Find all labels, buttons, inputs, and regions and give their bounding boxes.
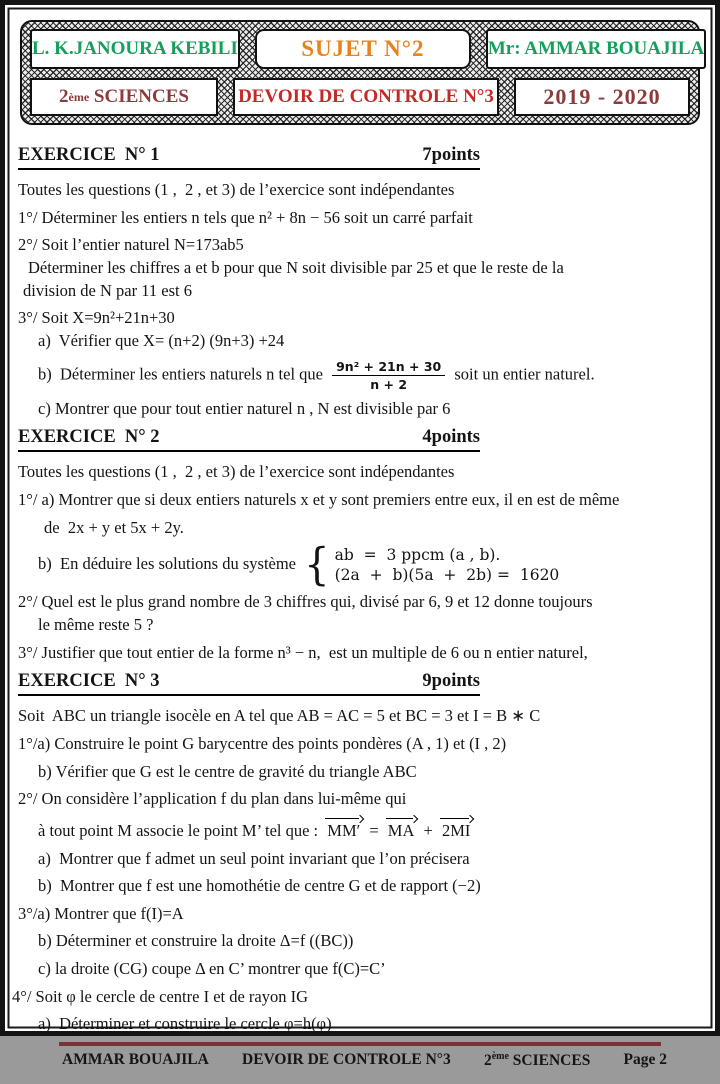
footer-exam-title: DEVOIR DE CONTROLE N°3 (242, 1051, 451, 1069)
footer-rule (59, 1042, 661, 1047)
ex3-question-1b: b) Vérifier que G est le centre de gravité du triangle ABC (38, 761, 417, 781)
school-year (514, 78, 690, 116)
page-footer (5, 1042, 715, 1084)
exercise-2-heading (18, 426, 480, 452)
exercise-1-heading (18, 144, 480, 170)
ex3-question-4: 4°/ Soit φ le cercle de centre I et de rayon IG (12, 986, 309, 1006)
ex1-question-2c: division de N par 11 est 6 (23, 280, 192, 300)
exercise-3-points: 9points (422, 671, 480, 692)
footer-text-row (5, 1051, 715, 1070)
grade-rest: SCIENCES (93, 86, 189, 107)
ex2-question-1a: 1°/ a) Montrer que si deux entiers naturels x et y sont premiers entre eux, il en est de même (18, 489, 620, 509)
vector-2mi (439, 817, 473, 842)
exam-title (233, 78, 499, 116)
ex3-question-2: 2°/ On considère l’application f du plan dans lui-même qui (18, 789, 407, 809)
ex3-question-2a: a) Montrer que f admet un seul point invariant que l’on précisera (38, 848, 470, 868)
vector-2mi-label: 2MI (441, 820, 471, 840)
ex3-question-4a: a) Déterminer et construire le cercle φ=h(φ) (38, 1014, 332, 1034)
ex1-question-2b: Déterminer les chiffres a et b pour que N soit divisible par 25 et que le reste de la (28, 258, 564, 277)
ex3-question-3b: b) Déterminer et construire la droite Δ=f ((BC)) (38, 931, 354, 951)
fraction-denominator: n + 2 (370, 376, 408, 392)
header-row-2 (30, 78, 690, 116)
subject-number-label: SUJET N°2 (301, 36, 425, 61)
ex3-vector-line-prefix: à tout point M associe le point M’ tel que : (38, 820, 319, 840)
footer-grade-number: 2 (483, 1052, 492, 1070)
subject-number (255, 29, 471, 69)
system-rows (335, 545, 560, 585)
exercise-3-title: EXERCICE N° 3 (18, 671, 160, 692)
fraction-expression (332, 359, 445, 392)
ex1-question-2: 2°/ Soit l’entier naturel N=173ab5 (18, 235, 244, 255)
ex1-intro: Toutes les questions (1 , 2 , et 3) de l’exercice sont indépendantes (18, 180, 455, 200)
footer-grade-rest: SCIENCES (512, 1052, 591, 1070)
ex1-question-3b (38, 359, 709, 392)
exercise-1-points: 7points (422, 145, 480, 165)
ex2-question-2: 2°/ Quel est le plus grand nombre de 3 chiffres qui, divisé par 6, 9 et 12 donne toujours (18, 592, 593, 612)
footer-grade (484, 1051, 590, 1070)
vector-plus-sign: + (423, 820, 433, 840)
school-name (30, 29, 240, 69)
ex3-question-1a: 1°/a) Construire le point G barycentre des points pondères (A , 1) et (I , 2) (18, 734, 507, 754)
ex1-question-3: 3°/ Soit X=9n²+21n+30 (18, 308, 175, 328)
school-year-label: 2019 - 2020 (543, 84, 661, 109)
ex3-question-2-vectors (38, 817, 709, 842)
ex3-intro: Soit ABC un triangle isocèle en A tel que AB = AC = 5 et BC = 3 et I = B ∗ C (18, 706, 541, 726)
system-brace: { (304, 539, 330, 591)
teacher-name (486, 29, 706, 69)
school-name-label: L. K.JANOURA KEBILI (32, 38, 238, 59)
ex2-question-1a-cont: de 2x + y et 5x + 2y. (44, 517, 184, 537)
vector-mm-prime-label: MM′ (327, 820, 361, 840)
exam-title-label: DEVOIR DE CONTROLE N°3 (238, 86, 494, 107)
ex3-question-2b: b) Montrer que f est une homothétie de centre G et de rapport (−2) (38, 876, 481, 896)
ex2-question-1b-prefix: b) En déduire les solutions du système (38, 554, 297, 574)
teacher-name-label: Mr: AMMAR BOUAJILA (487, 38, 705, 59)
header-row-1 (30, 29, 705, 69)
system-equation-2: (2a + b)(5a + 2b) = 1620 (334, 566, 560, 585)
ex1-question-3b-suffix: soit un entier naturel. (454, 363, 595, 383)
ex1-question-1: 1°/ Déterminer les entiers n tels que n² + 8n − 56 soit un carré parfait (18, 207, 473, 227)
ex2-question-3: 3°/ Justifier que tout entier de la forme n³ − n, est un multiple de 6 ou n entier naturel, (18, 642, 588, 662)
exercise-2-title: EXERCICE N° 2 (18, 427, 160, 448)
exercise-3-heading (18, 670, 480, 696)
exercise-2-points: 4points (422, 427, 480, 448)
ex1-question-3b-prefix: b) Déterminer les entiers naturels n tel que (38, 363, 323, 383)
ex3-question-3c: c) la droite (CG) coupe Δ en C’ montrer que f(C)=C’ (38, 959, 386, 979)
vector-equals-sign: = (369, 820, 379, 840)
vector-ma-label: MA (387, 820, 415, 840)
ex1-question-3a: a) Vérifier que X= (n+2) (9n+3) +24 (38, 330, 285, 350)
equation-system (304, 539, 560, 591)
exam-body (5, 129, 715, 1042)
exam-header (20, 20, 705, 125)
footer-author: AMMAR BOUAJILA (62, 1051, 209, 1069)
ex2-question-2-cont: le même reste 5 ? (38, 615, 154, 635)
ex2-intro: Toutes les questions (1 , 2 , et 3) de l’exercice sont indépendantes (18, 462, 455, 482)
grade-level (30, 78, 218, 116)
footer-grade-superscript: ème (491, 1051, 509, 1063)
footer-page-number: Page 2 (623, 1051, 667, 1069)
system-equation-1: ab = 3 ppcm (a , b). (334, 546, 501, 565)
ex2-question-1b (38, 539, 709, 591)
ex3-question-3a: 3°/a) Montrer que f(I)=A (18, 903, 184, 923)
grade-superscript: ème (68, 89, 90, 104)
fraction-numerator: 9n² + 21n + 30 (332, 359, 445, 376)
vector-ma (385, 817, 418, 842)
exercise-1-title: EXERCICE N° 1 (18, 145, 160, 165)
ex1-question-3c: c) Montrer que pour tout entier naturel n , N est divisible par 6 (38, 398, 451, 418)
grade-number: 2 (59, 86, 69, 107)
vector-mm-prime (324, 817, 363, 842)
